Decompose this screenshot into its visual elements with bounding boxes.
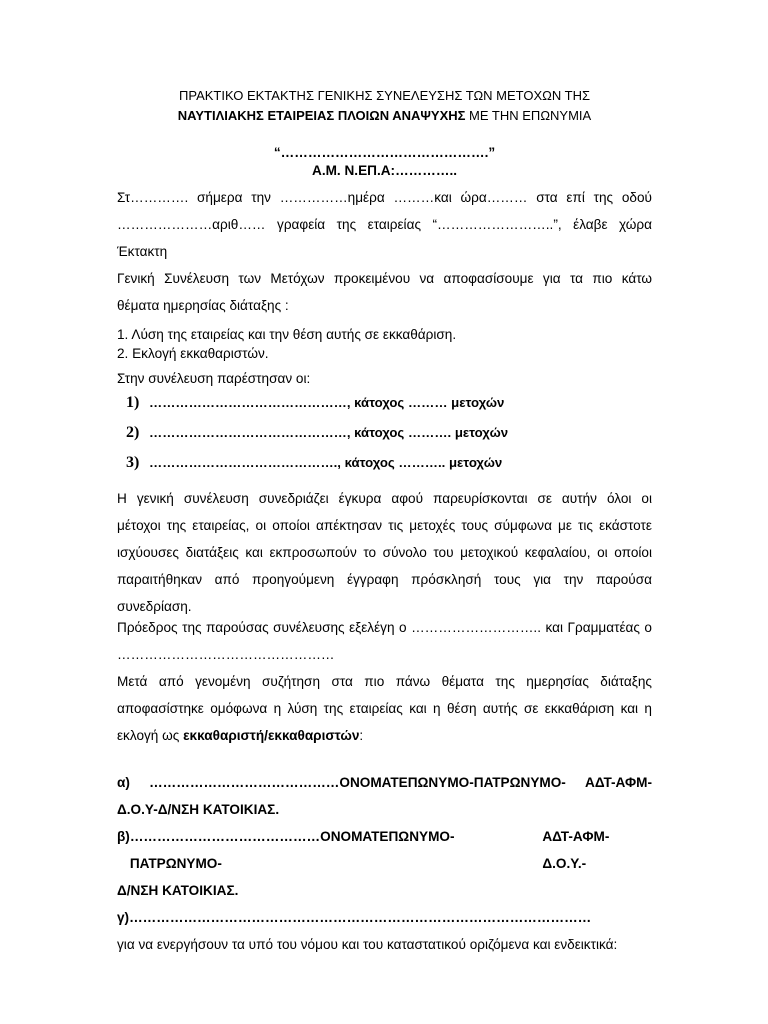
spacer bbox=[117, 749, 652, 769]
participant-row bbox=[126, 423, 652, 453]
participant-text: ………………………………………, κάτοχος ………. μετοχών bbox=[149, 425, 509, 441]
general-line-5: συνεδρίαση. bbox=[117, 599, 192, 615]
general-line-1: Η γενική συνέλευση συνεδριάζει έγκυρα αφού παρευρίσκονται σε αυτήν όλοι οι bbox=[117, 491, 652, 507]
liquidators-list bbox=[117, 769, 652, 931]
decision-line-3-pre: εκλογή ως bbox=[117, 728, 184, 744]
document-body bbox=[117, 88, 652, 958]
title-line-2-rest: ΜΕ ΤΗΝ ΕΠΩΝΥΜΙΑ bbox=[465, 108, 592, 124]
closing-line: για να ενεργήσουν τα υπό του νόμου και του καταστατικού οριζόμενα και ενδεικτικά: bbox=[117, 937, 618, 953]
general-line-2: μέτοχοι της εταιρείας, οι οποίοι απέκτησαν τις μετοχές τους σύμφωνα με τις εκάστοτε bbox=[117, 518, 652, 534]
agenda-item-2: 2. Εκλογή εκκαθαριστών. bbox=[117, 346, 269, 362]
title-line-1: ΠΡΑΚΤΙΚΟ ΕΚΤΑΚΤΗΣ ΓΕΝΙΚΗΣ ΣΥΝΕΛΕΥΣΗΣ ΤΩΝ ΜΕΤΟΧΩΝ ΤΗΣ bbox=[178, 88, 591, 103]
liquidator-b-fields: ……………………………………ΟΝΟΜΑΤΕΠΩΝΥΜΟ-ΠΑΤΡΩΝΥΜΟ- bbox=[129, 829, 455, 872]
liquidator-b-tail: ΑΔΤ-ΑΦΜ-Δ.Ο.Υ.- bbox=[542, 829, 610, 872]
present-label: Στην συνέλευση παρέστησαν οι: bbox=[117, 371, 311, 387]
liquidator-a-label: α) bbox=[117, 775, 130, 791]
intro-line-3: Γενική Συνέλευση των Μετόχων προκειμένου να αποφασίσουμε για τα πιο κάτω bbox=[117, 271, 652, 287]
decision-line-1: Μετά από γενομένη συζήτηση στα πιο πάνω θέματα της ημερησίας διάταξης bbox=[117, 674, 652, 690]
chair-line-1: Πρόεδρος της παρούσας συνέλευσης εξελέγη ο ……………………….. και Γραμματέας ο bbox=[117, 620, 652, 636]
agenda-item-1: 1. Λύση της εταιρείας και την θέση αυτής σε εκκαθάριση. bbox=[117, 327, 457, 343]
decision-paragraph bbox=[117, 668, 652, 749]
liquidator-a-tail: ΑΔΤ-ΑΦΜ- bbox=[585, 775, 652, 791]
general-assembly-paragraph bbox=[117, 485, 652, 620]
liquidator-a-fields: ……………………………………ΟΝΟΜΑΤΕΠΩΝΥΜΟ-ΠΑΤΡΩΝΥΜΟ- bbox=[149, 775, 566, 791]
participant-text: ……………………………………., κάτοχος ……….. μετοχών bbox=[149, 455, 503, 471]
decision-line-3 bbox=[117, 722, 652, 749]
participant-number: 3) bbox=[126, 454, 140, 472]
chair-line-2: ………………………………………… bbox=[117, 647, 335, 663]
liquidator-a-line-2: Δ.Ο.Υ-Δ/ΝΣΗ ΚΑΤΟΙΚΙΑΣ. bbox=[117, 802, 280, 818]
company-type: ΝΑΥΤΙΛΙΑΚΗΣ ΕΤΑΙΡΕΙΑΣ ΠΛΟΙΩΝ ΑΝΑΨΥΧΗΣ bbox=[177, 108, 466, 124]
participant-row bbox=[126, 393, 652, 423]
intro-paragraph bbox=[117, 184, 652, 319]
general-line-3: ισχύουσες διατάξεις και εκπροσωπούν το σύνολο του μετοχικού κεφαλαίου, οι οποίοι bbox=[117, 545, 652, 561]
decision-line-2: αποφασίστηκε ομόφωνα η λύση της εταιρείας και η θέση αυτής σε εκκαθάριση και η bbox=[117, 701, 652, 717]
liquidator-b-line-2: Δ/ΝΣΗ ΚΑΤΟΙΚΙΑΣ. bbox=[117, 883, 239, 899]
registration-number: Α.Μ. Ν.ΕΠ.Α:………….. bbox=[312, 163, 457, 179]
general-line-4: παραιτήθηκαν από προηγούμενη έγγραφη πρόσκλησή τους για την παρούσα bbox=[117, 572, 652, 588]
chair-paragraph bbox=[117, 614, 652, 668]
intro-line-2: …………………αριθ…… γραφεία της εταιρείας “……………………..”, έλαβε χώρα Έκτακτη bbox=[117, 217, 652, 260]
intro-line-1: Στ…………. σήμερα την ……………ημέρα ………και ώρα……… στα επί της οδού bbox=[117, 190, 652, 206]
participants-list bbox=[117, 393, 652, 483]
title-line-2 bbox=[117, 108, 652, 124]
participant-number: 1) bbox=[126, 394, 140, 412]
liquidator-b-row bbox=[117, 823, 652, 877]
intro-line-4: θέματα ημερησίας διάταξης : bbox=[117, 298, 289, 314]
decision-line-3-post: : bbox=[359, 728, 364, 744]
participant-number: 2) bbox=[126, 424, 140, 442]
participant-text: ………………………………………, κάτοχος ……… μετοχών bbox=[149, 395, 505, 411]
liquidator-b-label: β) bbox=[117, 829, 130, 845]
participant-row bbox=[126, 453, 652, 483]
liquidator-c-line: γ)………………………………………………………………………………………… bbox=[117, 910, 592, 926]
liquidator-a-row bbox=[117, 769, 652, 796]
company-name-blank: “……………………………………….” bbox=[273, 144, 496, 160]
liquidators-term: εκκαθαριστή/εκκαθαριστών bbox=[183, 728, 360, 744]
agenda-list bbox=[117, 325, 652, 363]
